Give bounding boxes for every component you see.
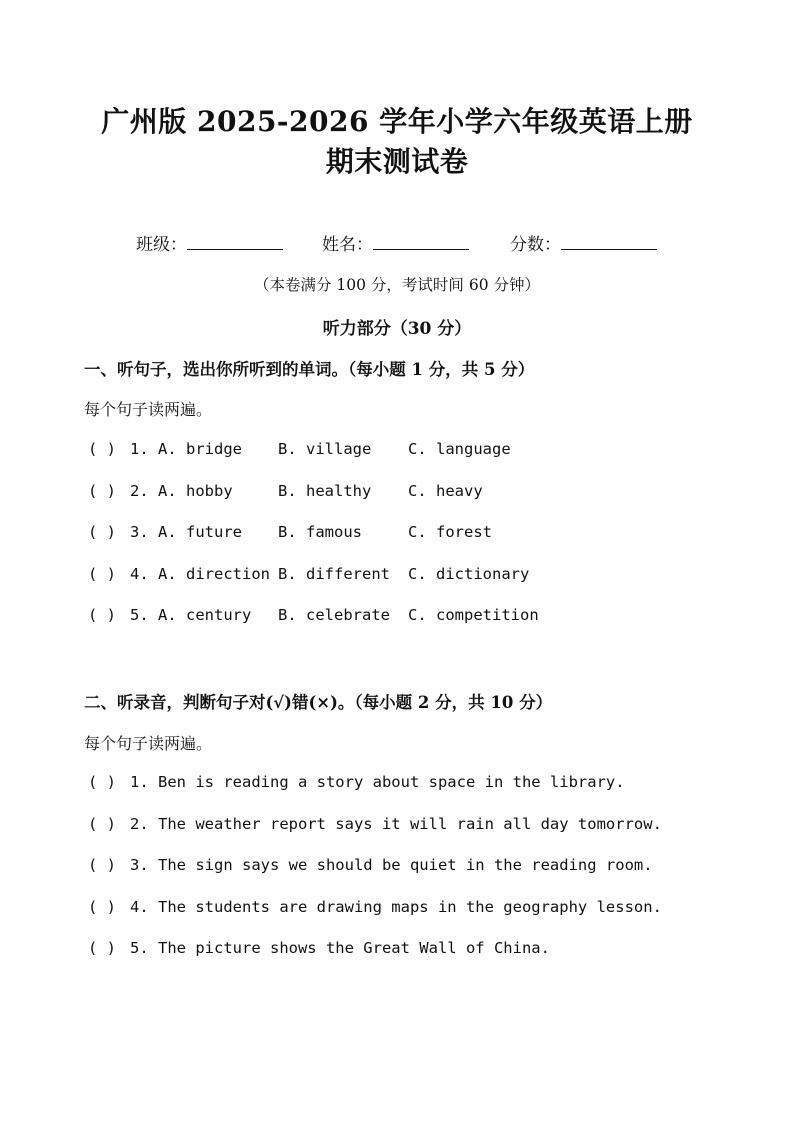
option-c: C. language xyxy=(408,440,511,458)
answer-parenthesis[interactable]: ( ) xyxy=(88,773,116,791)
name-blank[interactable] xyxy=(373,233,469,250)
section1-instruction: 每个句子读两遍。 xyxy=(84,400,213,419)
answer-parenthesis[interactable]: ( ) xyxy=(88,565,116,583)
answer-parenthesis[interactable]: ( ) xyxy=(88,898,116,916)
class-label: 班级： xyxy=(136,235,187,255)
class-blank[interactable] xyxy=(187,233,283,250)
option-c: C. dictionary xyxy=(408,565,530,583)
option-b: B. famous xyxy=(278,523,362,541)
question-number: 4. xyxy=(130,565,149,583)
option-b: B. village xyxy=(278,440,372,458)
question-number: 2. xyxy=(130,815,149,833)
question-number: 5. xyxy=(130,606,149,624)
option-a: A. bridge xyxy=(158,440,242,458)
option-c: C. competition xyxy=(408,606,539,624)
option-a: A. direction xyxy=(158,565,270,583)
answer-parenthesis[interactable]: ( ) xyxy=(88,856,116,874)
question-number: 4. xyxy=(130,898,149,916)
name-label: 姓名： xyxy=(322,235,373,255)
statement-text: The students are drawing maps in the geography lesson. xyxy=(158,898,662,916)
section2-title: 二、听录音，判断句子对(√)错(×)。（每小题 2 分，共 10 分） xyxy=(84,693,553,712)
answer-parenthesis[interactable]: ( ) xyxy=(88,523,116,541)
statement-text: The picture shows the Great Wall of China. xyxy=(158,939,550,957)
option-a: A. future xyxy=(158,523,242,541)
answer-parenthesis[interactable]: ( ) xyxy=(88,440,116,458)
page-title: 广州版 2025-2026 学年小学六年级英语上册 xyxy=(101,105,693,138)
option-a: A. century xyxy=(158,606,252,624)
question-number: 3. xyxy=(130,856,149,874)
answer-parenthesis[interactable]: ( ) xyxy=(88,606,116,624)
score-blank[interactable] xyxy=(561,233,657,250)
answer-parenthesis[interactable]: ( ) xyxy=(88,482,116,500)
exam-note: （本卷满分 100 分，考试时间 60 分钟） xyxy=(253,276,541,294)
statement-text: The weather report says it will rain all day tomorrow. xyxy=(158,815,662,833)
option-b: B. healthy xyxy=(278,482,372,500)
statement-text: The sign says we should be quiet in the reading room. xyxy=(158,856,653,874)
question-number: 1. xyxy=(130,773,149,791)
answer-parenthesis[interactable]: ( ) xyxy=(88,939,116,957)
option-c: C. heavy xyxy=(408,482,483,500)
question-number: 1. xyxy=(130,440,149,458)
listening-part-title: 听力部分（30 分） xyxy=(322,319,472,339)
option-b: B. celebrate xyxy=(278,606,390,624)
score-label: 分数： xyxy=(510,235,561,255)
name-field[interactable] xyxy=(322,230,469,255)
question-number: 2. xyxy=(130,482,149,500)
option-b: B. different xyxy=(278,565,390,583)
answer-parenthesis[interactable]: ( ) xyxy=(88,815,116,833)
class-field[interactable] xyxy=(136,230,283,255)
statement-text: Ben is reading a story about space in the library. xyxy=(158,773,625,791)
section1-title: 一、听句子，选出你所听到的单词。（每小题 1 分，共 5 分） xyxy=(84,360,535,379)
option-c: C. forest xyxy=(408,523,492,541)
section2-instruction: 每个句子读两遍。 xyxy=(84,734,213,753)
page-subtitle: 期末测试卷 xyxy=(325,145,469,178)
option-a: A. hobby xyxy=(158,482,233,500)
score-field[interactable] xyxy=(510,230,657,255)
question-number: 5. xyxy=(130,939,149,957)
question-number: 3. xyxy=(130,523,149,541)
